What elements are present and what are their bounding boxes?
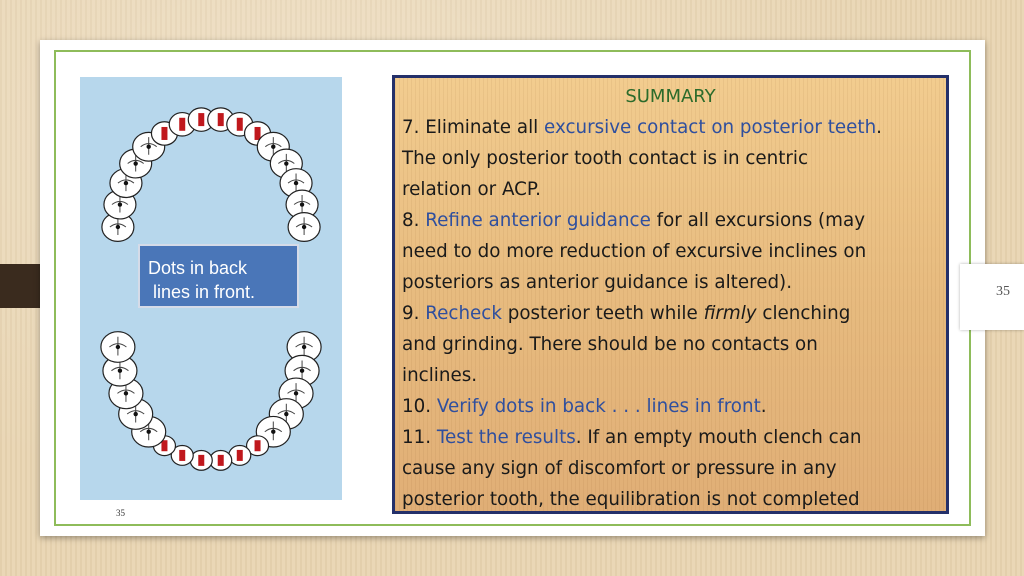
- label-line-1: Dots in back: [148, 258, 248, 278]
- item-8-line-3: posteriors as anterior guidance is altered).: [402, 272, 793, 293]
- item-7-line-1: [402, 112, 947, 143]
- label-line-2: lines in front.: [148, 282, 256, 302]
- item-10-highlight: Verify dots in back . . . lines in front: [436, 396, 761, 417]
- side-page-number: 35: [996, 284, 1010, 299]
- item-11-line-1: [402, 422, 947, 453]
- item-8-prefix: 8.: [402, 210, 426, 231]
- item-9-italic: firmly: [703, 303, 757, 324]
- item-7-line-3: relation or ACP.: [402, 179, 541, 200]
- item-9-middle: posterior teeth while: [501, 303, 704, 324]
- item-9-line-1: [402, 298, 947, 329]
- item-7-line-2: The only posterior tooth contact is in centric: [402, 148, 809, 169]
- item-8-highlight: Refine anterior guidance: [425, 210, 651, 231]
- item-9-line-2: and grinding. There should be no contacts on: [402, 334, 818, 355]
- image-label-text: [148, 256, 255, 304]
- item-9-line-3: inclines.: [402, 365, 478, 386]
- item-10-line-1: [402, 391, 947, 422]
- side-page-tab: [960, 264, 1024, 330]
- item-11-prefix: 11.: [402, 427, 437, 448]
- summary-title: SUMMARY: [625, 86, 716, 107]
- item-11-line-3: posterior tooth, the equilibration is not completed: [402, 489, 860, 510]
- item-7-prefix: 7. Eliminate all: [402, 117, 545, 138]
- item-7-highlight: excursive contact on posterior teeth: [544, 117, 877, 138]
- item-11-highlight: Test the results: [436, 427, 576, 448]
- item-9-suffix: clenching: [756, 303, 851, 324]
- page-number: 35: [116, 508, 125, 518]
- item-9-highlight: Recheck: [425, 303, 502, 324]
- item-8-line-1: [402, 205, 947, 236]
- item-9-prefix: 9.: [402, 303, 426, 324]
- item-8-suffix: for all excursions (may: [650, 210, 866, 231]
- item-11-suffix: . If an empty mouth clench can: [575, 427, 862, 448]
- item-7-suffix: .: [876, 117, 882, 138]
- summary-box: [392, 75, 949, 514]
- image-label-box: [138, 244, 299, 308]
- summary-list: [402, 112, 947, 515]
- item-11-line-2: cause any sign of discomfort or pressure in any: [402, 458, 837, 479]
- item-8-line-2: need to do more reduction of excursive inclines on: [402, 241, 867, 262]
- item-10-prefix: 10.: [402, 396, 437, 417]
- item-10-suffix: .: [760, 396, 767, 417]
